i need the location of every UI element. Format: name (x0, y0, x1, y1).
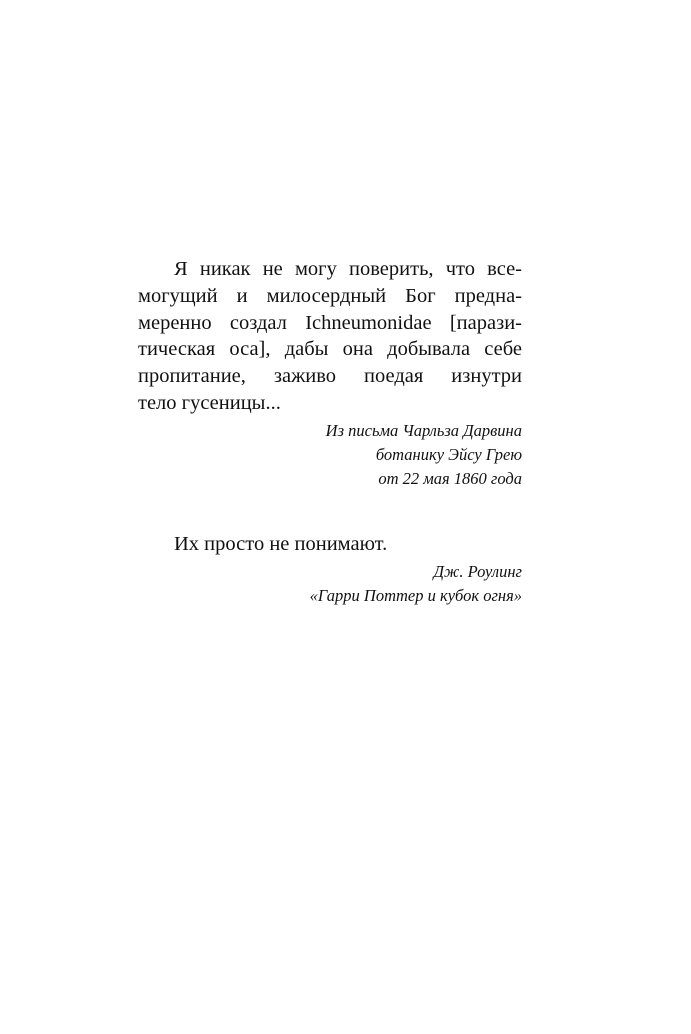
quote-line: тическая оса], дабы она добывала себе (138, 338, 522, 361)
epigraph-quote (138, 531, 522, 558)
quote-line: Их просто не понимают. (174, 533, 388, 555)
attribution-line: «Гарри Поттер и кубок огня» (309, 585, 522, 605)
quote-line: тело гусеницы... (138, 391, 281, 414)
epigraph-rowling (138, 531, 522, 608)
attribution-line: ботанику Эйсу Грею (375, 444, 522, 464)
epigraph-attribution (138, 419, 522, 491)
quote-line: могущий и милосердный Бог предна- (138, 284, 522, 307)
attribution-line: Дж. Роулинг (433, 561, 522, 581)
attribution-line: Из письма Чарльза Дарвина (325, 420, 522, 440)
quote-line: меренно создал Ichneumonidae [парази- (138, 311, 522, 334)
attribution-line: от 22 мая 1860 года (378, 468, 522, 488)
quote-line: пропитание, заживо поедая изнутри (138, 365, 522, 388)
epigraph-quote (138, 256, 522, 417)
epigraph-darwin (138, 256, 522, 491)
quote-line: Я никак не могу поверить, что все- (174, 258, 522, 280)
epigraph-attribution (138, 560, 522, 608)
